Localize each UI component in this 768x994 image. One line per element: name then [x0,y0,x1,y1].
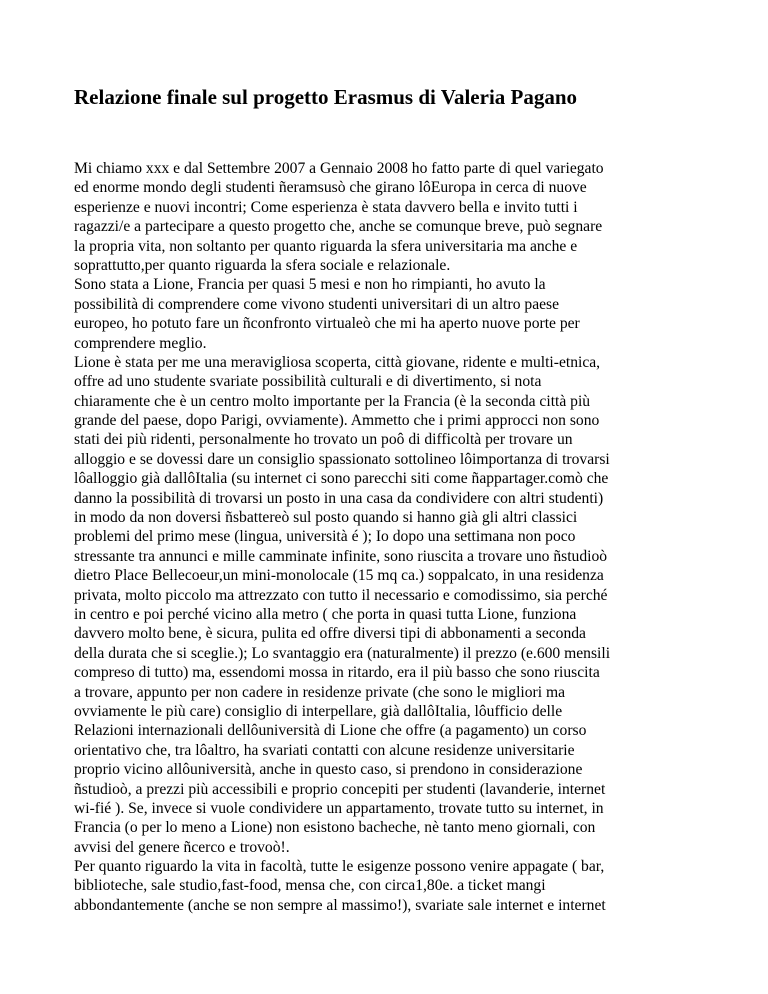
body-line: privata, molto piccolo ma attrezzato con tutto il necessario e comodissimo, sia perché [74,586,608,604]
body-line: in modo da non doversi ñsbattereò sul posto quando si hanno già gli altri classici [74,509,578,527]
body-line: lôalloggio già dallôItalia (su internet ci sono parecchi siti come ñappartager.comò che [74,470,609,488]
body-line: Francia (o per lo meno a Lione) non esistono bacheche, nè tanto meno giornali, con [74,819,596,837]
body-line: Mi chiamo xxx e dal Settembre 2007 a Gennaio 2008 ho fatto parte di quel variegato [74,160,604,177]
body-line: stati dei più ridenti, personalmente ho trovato un poô di difficoltà per trovare un [74,431,573,449]
body-line: Per quanto riguardo la vita in facoltà, tutte le esigenze possono venire appagate ( bar, [74,858,605,876]
body-line: in centro e poi perché vicino alla metro ( che porta in quasi tutta Lione, funziona [74,605,577,623]
body-line: europeo, ho potuto fare un ñconfronto virtualeò che mi ha aperto nuove porte per [74,315,580,333]
body-line: Lione è stata per me una meravigliosa scoperta, città giovane, ridente e multi-etnica, [74,353,601,371]
body-line: Relazioni internazionali dellôuniversità di Lione che offre (a pagamento) un corso [74,722,587,740]
body-line: grande del paese, dopo Parigi, ovviamente). Ammetto che i primi approcci non sono [74,412,600,430]
body-line: ovviamente le più care) consiglio di interpellare, già dallôItalia, lôufficio delle [74,702,563,720]
body-line: esperienze e nuovi incontri; Come esperienza è stata davvero bella e invito tutti i [74,198,578,216]
body-line: a trovare, appunto per non cadere in residenze private (che sono le migliori ma [74,683,566,701]
body-line: ed enorme mondo degli studenti ñeramsusò che girano lôEuropa in cerca di nuove [74,179,587,197]
body-line: la propria vita, non soltanto per quanto riguarda la sfera universitaria ma anche e [74,237,578,255]
document-body [74,159,754,915]
body-line: ñstudioò, a prezzi più accessibili e proprio concepiti per studenti (lavanderie, internet [74,780,606,798]
body-line: ragazzi/e a partecipare a questo progetto che, anche se comunque breve, può segnare [74,218,603,236]
body-line: stressante tra annunci e mille camminate infinite, sono riuscita a trovare uno ñstudioò [74,547,608,565]
document-title: Relazione finale sul progetto Erasmus di Valeria Pagano [74,85,578,109]
body-line: possibilità di comprendere come vivono studenti universitari di un altro paese [74,295,560,313]
body-line: alloggio e se dovessi dare un consiglio spassionato sottolineo lôimportanza di trovarsi [74,450,610,468]
body-line: soprattutto,per quanto riguarda la sfera sociale e relazionale. [74,256,451,274]
body-line: dietro Place Bellecoeur,un mini-monolocale (15 mq ca.) soppalcato, in una residenza [74,567,604,585]
body-line: Sono stata a Lione, Francia per quasi 5 mesi e non ho rimpianti, ho avuto la [74,276,546,294]
body-line: davvero molto bene, è sicura, pulita ed offre diversi tipi di abbonamenti a seconda [74,625,586,643]
body-line: avvisi del genere ñcerco e trovoò!. [74,838,290,856]
body-line: abbondantemente (anche se non sempre al massimo!), svariate sale internet e internet [74,896,606,914]
body-line: offre ad uno studente svariate possibilità culturali e di divertimento, si nota [74,373,542,391]
body-line: biblioteche, sale studio,fast-food, mensa che, con circa1,80e. a ticket mangi [74,877,546,895]
body-line: chiaramente che è un centro molto importante per la Francia (è la seconda città più [74,392,591,410]
body-line: proprio vicino allôuniversità, anche in questo caso, si prendono in considerazione [74,761,583,779]
body-line: comprendere meglio. [74,334,207,352]
body-line: della durata che si sceglie.); Lo svantaggio era (naturalmente) il prezzo (e.600 mensili [74,644,611,662]
body-line: orientativo che, tra lôaltro, ha svariati contatti con alcune residenze universitarie [74,741,575,759]
body-line: problemi del primo mese (lingua, università é ); Io dopo una settimana non poco [74,528,576,546]
body-line: danno la possibilità di trovarsi un posto in una casa da condividere con altri studenti) [74,489,604,507]
body-line: wi-fié ). Se, invece si vuole condividere un appartamento, trovate tutto su internet, in [74,799,604,817]
body-line: compreso di tutto) ma, essendomi mossa in ritardo, era il più basso che sono riuscita [74,664,600,682]
